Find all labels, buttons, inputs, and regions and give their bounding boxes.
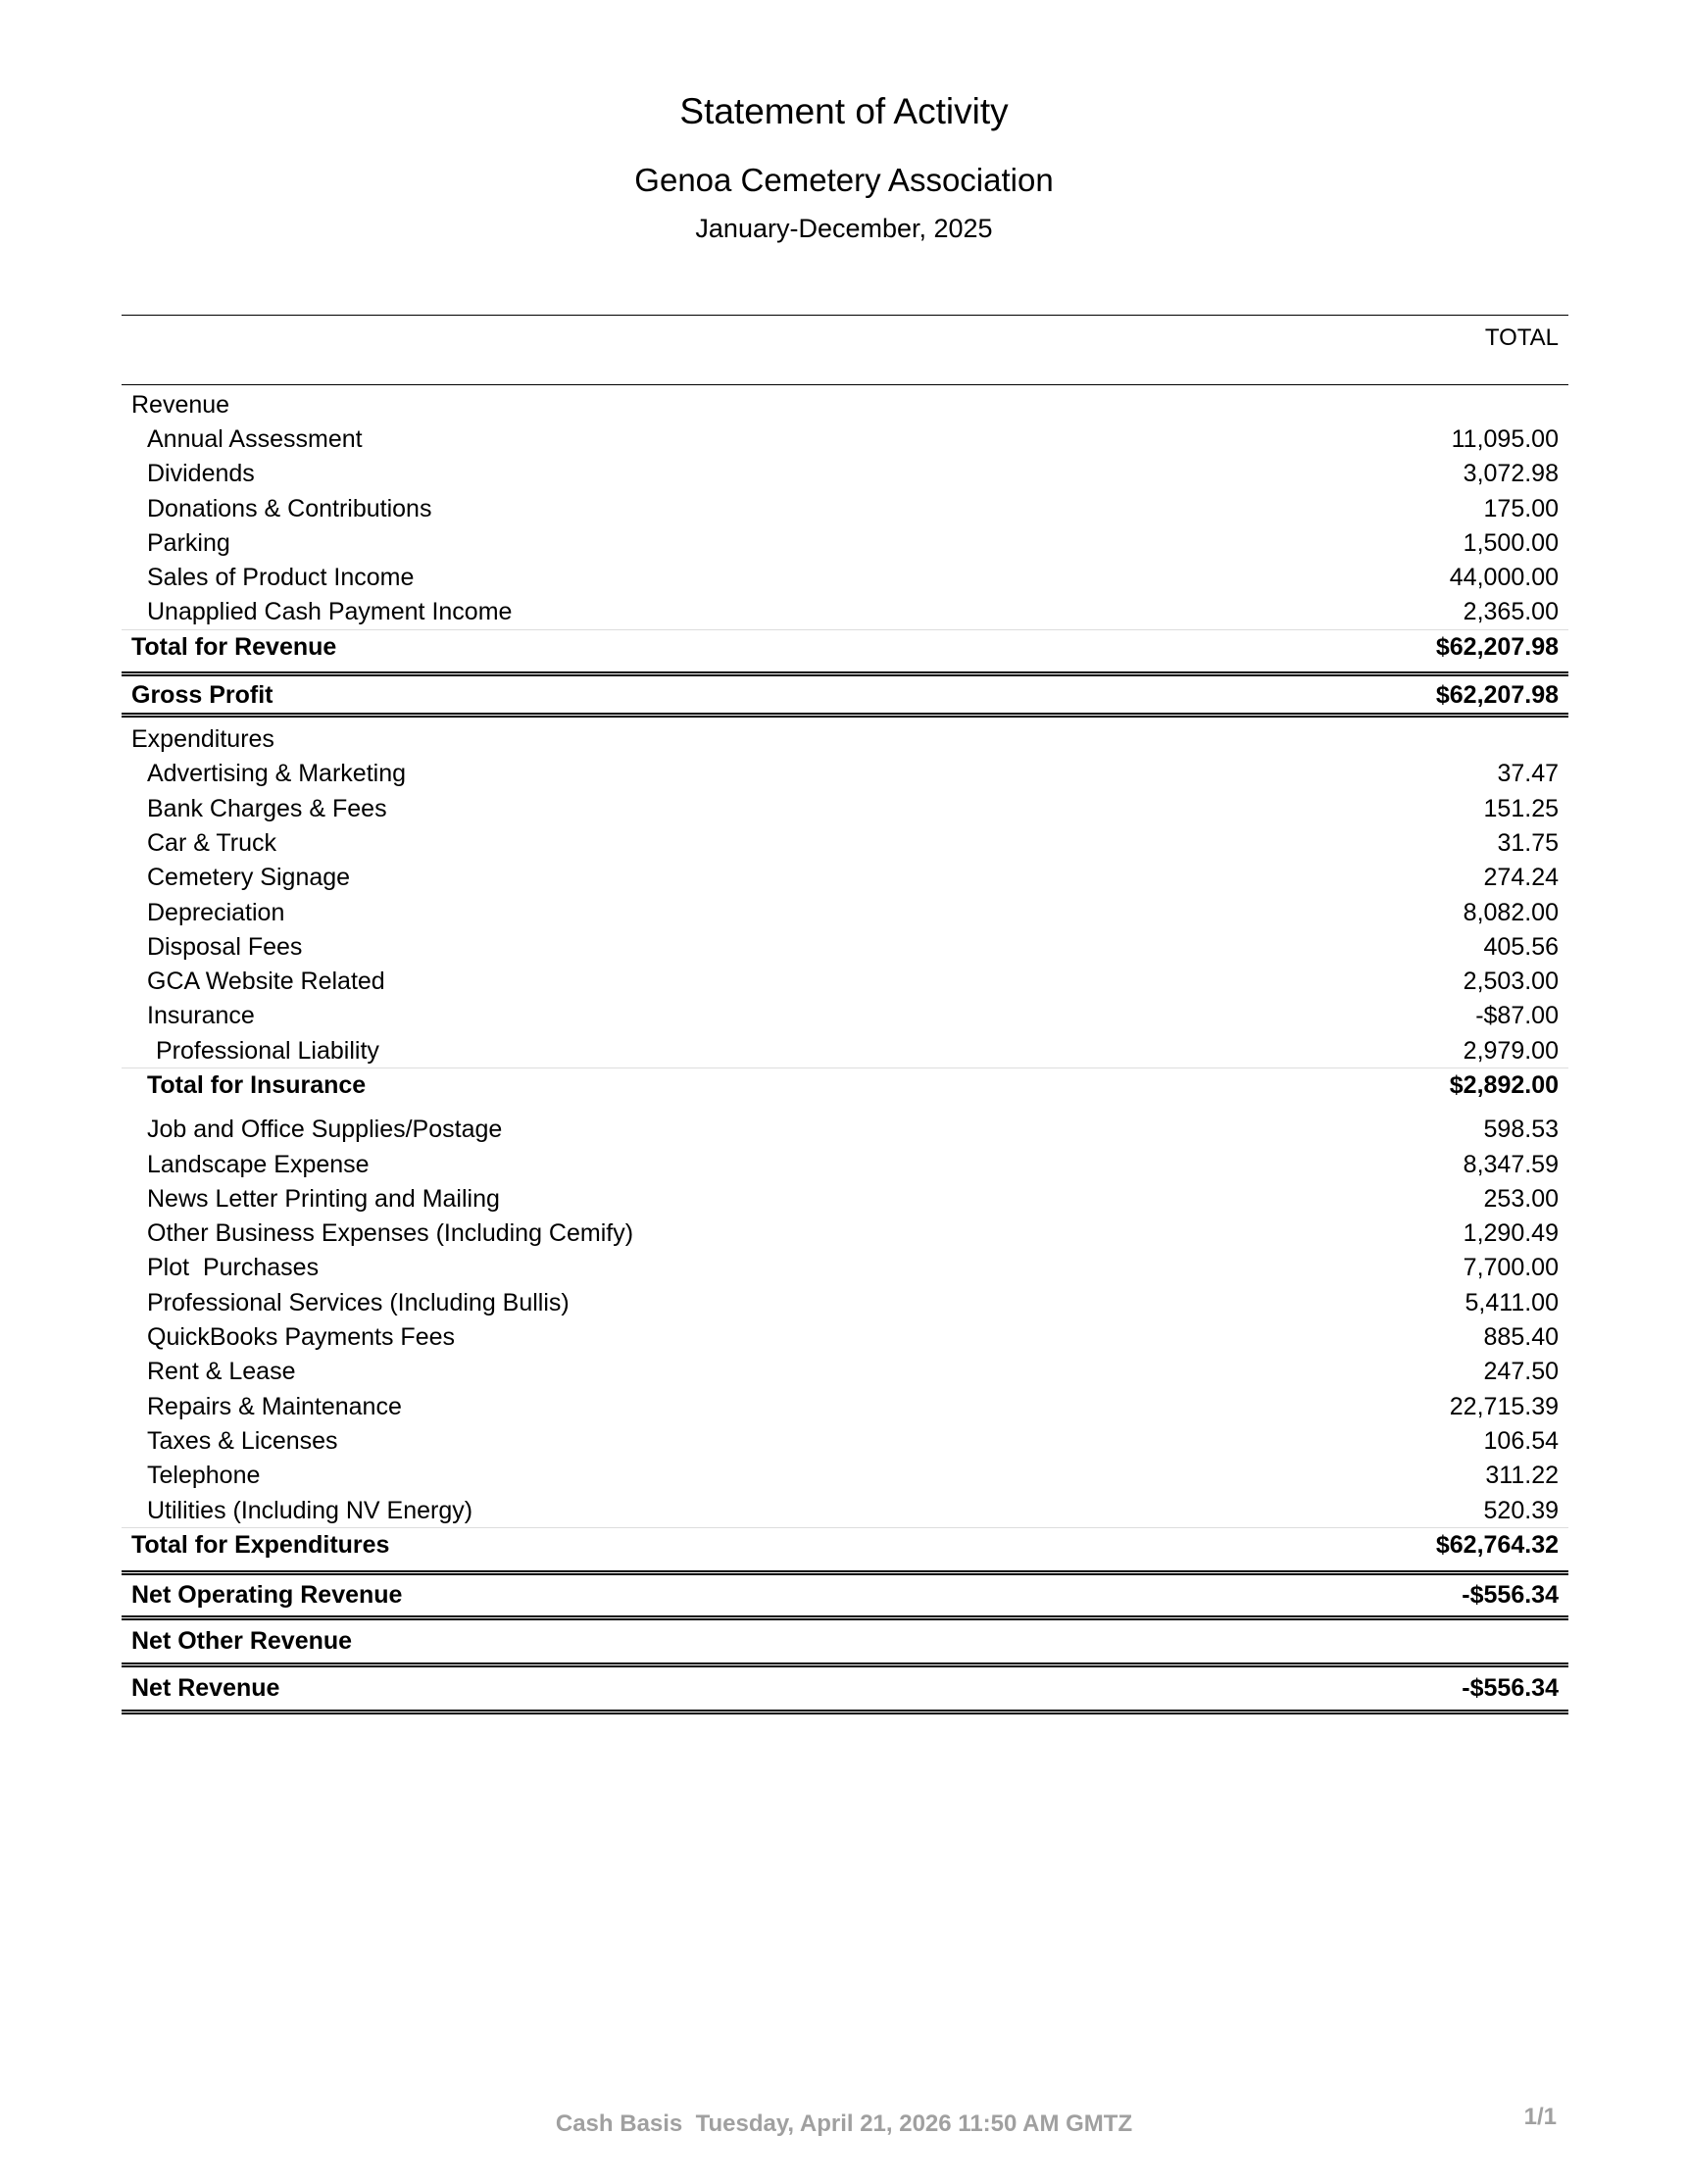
item-label: Annual Assessment <box>147 424 363 453</box>
item-amount: -$87.00 <box>1475 1002 1559 1030</box>
item-amount: 3,072.98 <box>1463 460 1559 488</box>
item-amount: 37.47 <box>1497 760 1559 788</box>
report-period: January-December, 2025 <box>695 214 993 243</box>
list-item <box>122 457 1568 491</box>
insurance-row <box>122 999 1568 1033</box>
item-amount: 274.24 <box>1483 864 1559 892</box>
item-label: Job and Office Supplies/Postage <box>147 1116 503 1144</box>
item-amount: 22,715.39 <box>1449 1392 1559 1420</box>
item-label: Dividends <box>147 460 255 488</box>
item-amount: 405.56 <box>1483 932 1559 961</box>
item-amount: 311.22 <box>1485 1462 1559 1490</box>
final-double-rule <box>122 1710 1568 1714</box>
item-amount: 5,411.00 <box>1465 1288 1559 1316</box>
item-label: QuickBooks Payments Fees <box>147 1323 456 1352</box>
list-item <box>122 1285 1568 1319</box>
list-item <box>122 1493 1568 1527</box>
list-item <box>122 757 1568 791</box>
item-label: Donations & Contributions <box>147 494 432 522</box>
item-label: Plot Purchases <box>147 1254 320 1282</box>
net-other-revenue-label: Net Other Revenue <box>131 1627 353 1655</box>
item-label: Cemetery Signage <box>147 864 351 892</box>
item-label: Repairs & Maintenance <box>147 1392 402 1420</box>
gross-profit-amount: $62,207.98 <box>1435 680 1559 709</box>
total-label: Total for Insurance <box>147 1071 367 1100</box>
insurance-subitem-row <box>122 1033 1568 1067</box>
list-item <box>122 1181 1568 1216</box>
list-item <box>122 595 1568 629</box>
net-revenue-label: Net Revenue <box>131 1674 280 1702</box>
item-label: News Letter Printing and Mailing <box>147 1184 500 1213</box>
net-operating-revenue-amount: -$556.34 <box>1462 1581 1559 1609</box>
revenue-total-row <box>122 629 1568 664</box>
item-amount: 11,095.00 <box>1451 424 1559 453</box>
list-item <box>122 1423 1568 1458</box>
list-item <box>122 861 1568 895</box>
item-amount: 247.50 <box>1483 1358 1559 1386</box>
item-amount: 520.39 <box>1483 1496 1559 1524</box>
expenditures-total-row <box>122 1527 1568 1562</box>
item-label: Advertising & Marketing <box>147 760 407 788</box>
net-other-revenue-row <box>122 1615 1568 1663</box>
report-footer: Cash Basis Tuesday, April 21, 2026 11:50 AM GMTZ <box>555 2110 1133 2137</box>
item-label: Bank Charges & Fees <box>147 794 387 822</box>
list-item <box>122 825 1568 860</box>
item-label: Parking <box>147 528 230 557</box>
list-item <box>122 491 1568 525</box>
expenditures-section <box>122 713 1568 1562</box>
gross-profit-row <box>122 671 1568 713</box>
revenue-section-label <box>122 387 1568 422</box>
item-label: Unapplied Cash Payment Income <box>147 598 513 626</box>
net-operating-revenue-row <box>122 1570 1568 1615</box>
item-label: Landscape Expense <box>147 1150 370 1178</box>
list-item <box>122 964 1568 998</box>
total-amount: $2,892.00 <box>1449 1071 1559 1100</box>
item-amount: 7,700.00 <box>1463 1254 1559 1282</box>
item-amount: 253.00 <box>1483 1184 1559 1213</box>
list-item <box>122 560 1568 594</box>
company-name: Genoa Cemetery Association <box>634 162 1054 198</box>
total-label: Total for Revenue <box>131 633 337 662</box>
item-amount: 8,082.00 <box>1463 898 1559 926</box>
page-number: 1/1 <box>1523 2104 1557 2130</box>
item-label: Car & Truck <box>147 828 276 857</box>
section-label: Expenditures <box>131 725 274 754</box>
total-column-header: TOTAL <box>1484 324 1559 351</box>
item-amount: 2,365.00 <box>1463 598 1559 626</box>
item-amount: 8,347.59 <box>1463 1150 1559 1178</box>
section-label: Revenue <box>131 390 230 419</box>
item-amount: 1,290.49 <box>1463 1219 1559 1248</box>
item-amount: 44,000.00 <box>1449 564 1559 592</box>
list-item <box>122 1113 1568 1147</box>
item-label: Disposal Fees <box>147 932 303 961</box>
total-label: Total for Expenditures <box>131 1531 390 1560</box>
item-amount: 31.75 <box>1497 828 1559 857</box>
item-label: Telephone <box>147 1462 261 1490</box>
net-revenue-row <box>122 1663 1568 1710</box>
list-item <box>122 1216 1568 1251</box>
list-item <box>122 1251 1568 1285</box>
insurance-total-row <box>122 1067 1568 1102</box>
column-header-row <box>122 316 1568 385</box>
item-amount: 175.00 <box>1483 494 1559 522</box>
net-revenue-amount: -$556.34 <box>1462 1674 1559 1702</box>
list-item <box>122 1319 1568 1354</box>
expenditures-section-label <box>122 721 1568 756</box>
list-item <box>122 1355 1568 1389</box>
list-item <box>122 895 1568 929</box>
item-label: Insurance <box>147 1002 255 1030</box>
item-amount: 151.25 <box>1483 794 1559 822</box>
item-label: Sales of Product Income <box>147 564 415 592</box>
item-label: Rent & Lease <box>147 1358 296 1386</box>
item-label: Other Business Expenses (Including Cemify) <box>147 1219 634 1248</box>
list-item <box>122 422 1568 456</box>
item-amount: 885.40 <box>1483 1323 1559 1352</box>
list-item <box>122 525 1568 560</box>
item-amount: 1,500.00 <box>1463 528 1559 557</box>
list-item <box>122 1147 1568 1181</box>
list-item <box>122 1389 1568 1423</box>
gross-profit-label: Gross Profit <box>131 680 273 709</box>
item-label: Professional Liability <box>156 1036 379 1065</box>
item-amount: 598.53 <box>1483 1116 1559 1144</box>
item-amount: 2,503.00 <box>1463 968 1559 996</box>
item-label: Depreciation <box>147 898 285 926</box>
report-title: Statement of Activity <box>679 91 1009 131</box>
item-amount: 106.54 <box>1483 1426 1559 1455</box>
item-label: Taxes & Licenses <box>147 1426 338 1455</box>
report-table <box>122 315 1568 1714</box>
item-amount: 2,979.00 <box>1463 1036 1559 1065</box>
list-item <box>122 1459 1568 1493</box>
list-item <box>122 929 1568 964</box>
net-operating-revenue-label: Net Operating Revenue <box>131 1581 403 1609</box>
total-amount: $62,207.98 <box>1435 633 1559 662</box>
item-label: GCA Website Related <box>147 968 385 996</box>
total-amount: $62,764.32 <box>1435 1531 1559 1560</box>
item-label: Professional Services (Including Bullis) <box>147 1288 570 1316</box>
item-label: Utilities (Including NV Energy) <box>147 1496 473 1524</box>
list-item <box>122 791 1568 825</box>
